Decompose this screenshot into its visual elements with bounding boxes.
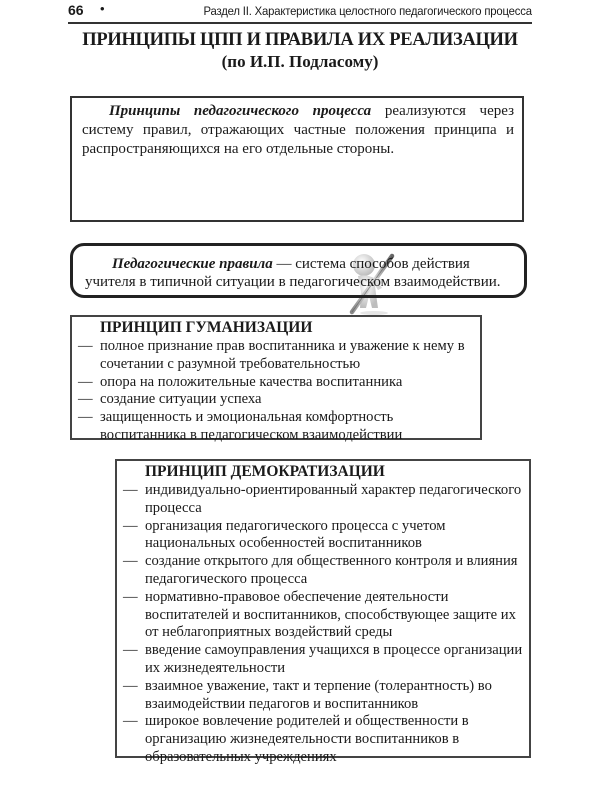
- dash-bullet: —: [123, 482, 138, 498]
- principles-definition-text: [82, 102, 514, 159]
- democratization-principle-box: [115, 459, 531, 765]
- list-item: — введение самоуправления учащихся в процессе организации их жизнедеятельности: [123, 642, 523, 676]
- dash-bullet: —: [123, 553, 138, 570]
- rules-definition: — система способов действия учителя в типичной ситуации в педагогическом взаимодействии.: [85, 256, 501, 290]
- page-title: ПРИНЦИПЫ ЦПП И ПРАВИЛА ИХ РЕАЛИЗАЦИИ: [82, 30, 518, 50]
- rules-term: Педагогические правила: [112, 256, 273, 272]
- page-number: 66: [68, 2, 84, 18]
- running-head: Раздел II. Характеристика целостного педагогического процесса: [203, 4, 532, 18]
- dash-bullet: —: [78, 338, 93, 354]
- principle-rules-list: [75, 338, 477, 445]
- dash-bullet: —: [123, 588, 138, 605]
- principle-heading: ПРИНЦИП ДЕМОКРАТИЗАЦИИ: [145, 463, 385, 480]
- list-item: — организация педагогического процесса с учетом национальных особенностей воспитанников: [123, 517, 446, 552]
- page-header: [68, 0, 532, 24]
- page-subtitle: (по И.П. Подласому): [221, 52, 379, 71]
- list-item: — полное признание прав воспитанника и уважение к нему в сочетании с разумной требовательностью: [78, 338, 465, 372]
- list-item: — взаимное уважение, такт и терпение (толерантность) во взаимодействии педагогов и воспитанников: [123, 677, 492, 712]
- principle-heading: ПРИНЦИП ГУМАНИЗАЦИИ: [100, 319, 313, 336]
- rules-definition-box: [70, 243, 527, 298]
- dash-bullet: —: [123, 677, 138, 694]
- principles-term: Принципы педагогического процесса: [109, 103, 372, 119]
- list-item: — создание открытого для общественного контроля и влияния педагогического процесса: [123, 553, 518, 587]
- rules-definition-text: [85, 255, 515, 291]
- dash-bullet: —: [123, 713, 138, 730]
- dash-bullet: —: [123, 642, 138, 659]
- list-item: — защищенность и эмоциональная комфортность воспитанника в педагогическом взаимодействии: [78, 409, 403, 443]
- list-item: — индивидуально-ориентированный характер педагогического процесса: [123, 482, 522, 516]
- list-item: — широкое вовлечение родителей и общественности в организацию жизнедеятельности воспитанников в образовательных учреждениях: [123, 713, 469, 765]
- list-item: — создание ситуации успеха: [78, 391, 262, 408]
- principle-rules-list: [120, 482, 526, 767]
- dash-bullet: —: [78, 373, 93, 390]
- principles-definition: реализуются через систему правил, отражающих частные положения принципа и распространяющихся на его отдельные стороны.: [82, 103, 515, 157]
- list-item: — опора на положительные качества воспитанника: [78, 373, 403, 390]
- dash-bullet: —: [123, 517, 138, 534]
- dash-bullet: —: [78, 409, 93, 426]
- humanization-principle-box: [70, 315, 482, 443]
- principles-definition-box: [70, 96, 524, 222]
- dash-bullet: —: [78, 391, 93, 408]
- header-separator: •: [100, 1, 105, 16]
- list-item: — нормативно-правовое обеспечение деятельности воспитателей и воспитанников, способствующее защите их от неблагоприятных воздействий среды: [123, 588, 516, 641]
